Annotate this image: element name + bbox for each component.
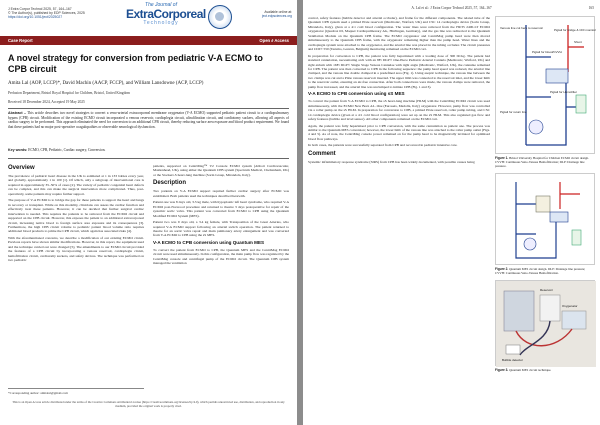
figure-3 <box>495 280 595 366</box>
figure-3-caption <box>495 368 595 372</box>
figure-3-diagram <box>496 281 596 367</box>
column-left <box>8 164 144 265</box>
caption-label: Figure 3. <box>495 368 509 372</box>
journal-url[interactable]: ject.edpsciences.org <box>261 14 292 19</box>
affiliation: Perfusion Department, Bristol Royal Hospital for Children, Bristol, United Kingdom <box>8 91 130 95</box>
pump-circle <box>529 120 543 134</box>
return-line <box>526 77 566 145</box>
column-right <box>153 164 289 268</box>
fig1-pigtail1-label: Pigtail for blood/CVVH <box>532 50 562 54</box>
oxygenator-photo <box>562 311 586 329</box>
bubble-detector <box>506 345 520 354</box>
page-2 <box>303 0 600 425</box>
comment-heading: Comment <box>308 150 336 157</box>
running-head: A. Lal et al.: J Extra Corpor Technol 2025, 57, 164–167 <box>411 6 492 10</box>
machine-frame <box>504 291 534 331</box>
article-type-bar <box>0 36 297 45</box>
journal-header <box>8 7 128 20</box>
fig1-pigtail3-label: Pigtail for Hemofilter <box>550 90 578 94</box>
figure-1 <box>495 16 595 154</box>
reservoir-box <box>536 196 550 212</box>
figure-2-diagram <box>496 174 596 266</box>
keywords <box>8 148 289 153</box>
paragraph: control, safety features (bubble detector and arterial occluder), and frame for the different components. The related tube of the Quantum CPB system used a primed Pixie reservoir (Medtronic, Watford, UK) and CSC 14 cardioplegia device (Sorin Group, Mirandola, Italy), given at a 4:1 cold blood configuration. The water lines were removed from the HU35 2400-LT ECMO oxygenator (Quadrox iD, Maquet Cardiopulmonary AG, Hirrlingen, Germany), and the gas line was redirected to the Quantum Ventilation Module on the Quantum CPB frame. The ECMO oxygenator and CentriMag pump head were then moved simultaneously to the Quantum CPB frame, with the oxygenator remaining higher than the pump head. Water lines and the cardioplegia system were attached to the oxygenator, and the arterial line was placed in the tubing occluder. The circuit pressures and CDI® 550 (Terumo, Leuven, Belgium) monitoring remained on the ECMO cart. <box>308 16 490 52</box>
caption-label: Figure 2. <box>495 267 509 271</box>
fig1-pigtail4-label: Pigtail for return line <box>500 110 527 114</box>
figure-2 <box>495 173 595 265</box>
paragraph: patients, supported on CentriMag™ V2 Console ECMO system (Abbott Cardiovascular, Maidenhead, UK), using either the Quantum CPB system (Spectrum Medical, Cheltenham, UK) or the Stockert-S heart-lung machine (Sorin Group, Mirandola, Italy). <box>153 164 289 177</box>
abstract <box>8 111 289 129</box>
paragraph: To convert the patient from ECMO to CPB, the Quantum MES and the CentriMag ECMO circuit were used simultaneously. In this configuration, the main pump flow was regulated by the CentriMag console and centrifugal pump of the ECMO circuit. The Quantum CPB system managed the ventilation <box>153 247 289 266</box>
fig1-shunt-label: Shunt <box>574 40 582 44</box>
caption-text: Quantum MES circuit design. DLP: Drainage line pressure; CVVH: Continuous Veno-Venous Hemofiltration. <box>495 267 586 275</box>
journal-logo <box>126 2 206 32</box>
figure-1-caption <box>495 156 595 168</box>
available-label: Available online at: <box>264 10 292 14</box>
column-main <box>308 16 490 166</box>
overview-heading: Overview <box>8 165 35 171</box>
figure-1-diagram <box>496 17 596 155</box>
dates: Received 18 December 2024, Accepted 19 May 2025 <box>8 100 85 104</box>
paragraph: In preparation for conversion to CPB, the patient was fully heparinised with a loading dose of 300 IU/kg. The patient had standard cannulation, necessitating arch with an 8Fr DLP® One-Piece Pediatric Arterial Cannula (Medtronic, Watford, UK) and right atrium with 16Fr DLP® Single Stage Venous Cannulae with right angle (Medtronic, Watford, UK), the cannulae remained for CPB. The patient was then converted to CPB in the following sequence: the pump head speed was reduced, the arterial line clamped, and the venous line double clamped in a predefined area (Fig. 1). Using aseptic technique, the venous line between the two clamps was cut and a Pixie venous reservoir inserted. The upper limb was connected to the reservoir inlet, and the lower limb to the reservoir outlet, ensuring an air-free connection. After both connections were made, the venous clamps were removed, the pump flow increased, and the arterial line was unclamped to initiate CPB (Fig. 1 and 3). <box>308 53 490 89</box>
keywords-label: Key words: <box>8 148 28 152</box>
oxygenator-box <box>546 69 568 83</box>
paragraph: The purpose of V-A ECMO is to bridge the gap for these patients to support the heart and lungs in recovery or transplant. While on this modality, clinicians can assess the cardiac function and effectively treat these patients. However, it can be decided that further surgical cardiac intervention is needed. This requires the patients to be removed from the ECMO circuit and supported on the CPB circuit. However, this exposes the patient to an additional extracorporeal circuit, increasing native blood to foreign surface area exposure and its consequences [3]. Furthermore, the high CPB circuit volume to pediatric patient blood volume ratio requires additional blood products to prime the CPB circuit, which again has associated risks [4]. <box>8 198 144 234</box>
paragraph: Two patients on V-A ECMO support required further cardiac surgery after ECMO was established. Both patients used the techniques described herewith. <box>153 189 289 198</box>
paragraph: Again, the patient was fully heparinised prior to CPB conversion, with the same cannulation as patient one. The process was similar to the Quantum MES conversion; however, the lower limb of the venous line was attached to the roller pump outlet (Figs. 4 and 5). As of note, the CentriMag console power remained on for the pump head to be magnetically levitated for optimised blood flow pathways. <box>308 123 490 141</box>
corresponding-author: *Corresponding author: amitalal@gmail.com <box>8 388 144 395</box>
subsection-heading: V-A ECMO to CPB conversion using sS MES <box>308 91 405 97</box>
description-heading: Description <box>153 180 187 187</box>
paragraph: To convert the patient from V-A ECMO to CPB, the sS heart-lung machine (HLM) with the CentriMag ECMO circuit was used simultaneously, with the ECMO New Born AL. One (Eurosets, Medolla, Italy) oxygenator. However, pump flow was controlled via a roller pump on the sS HLM. In preparation for conversion to CPB, a primed Pixie reservoir, roller pump tubing, and CSC 14 cardioplegia device (given at a 4:1 cold blood configuration) were set up on the sS HLM. This also regulated gas flow and safety features (bubble and level sensor). All other components remained on the ECMO cart. <box>308 99 490 122</box>
reservoir-photo <box>540 295 560 321</box>
paragraph: With the aforementioned concerns, we describe a modification of our existing ECMO circuit. Previous reports have shown similar modifications. However, in this report, the equipment used and the technique carried out were changed [5]. The amendments to our ECMO circuit provided the features of a CPB circuit by incorporating a venous reservoir, cardioplegia circuit, hemofiltration circuit, cardiotomy suckers, and safety devices. The technique was performed on two pediatric <box>8 235 144 263</box>
keywords-text: ECMO, CPB, Pediatric, Cardiac surgery, Conversion. <box>28 148 106 152</box>
open-access-badge: Open ∂ Access <box>259 38 289 43</box>
divider <box>8 108 289 109</box>
abstract-label: Abstract – <box>8 111 26 115</box>
paragraph: Patient two was 9 days old, a 3.4 kg female, with Transposition of the Great Arteries, who required V-A ECMO support following an arterial switch operation. The patient returned to theatre for an aortic valve repair and main pulmonary artery enlargement and was converted from V-A ECMO to CPB using the sS MES. <box>153 220 289 238</box>
header-line: © The Author(s), published by EDP Sciences, 2025 <box>8 11 85 16</box>
pump-circle <box>524 238 536 250</box>
header-line: J Extra Corpor Technol 2025, 57, 164–167 <box>8 7 72 11</box>
hemofilter-box <box>576 95 586 113</box>
caption-label: Figure 1. <box>495 156 509 160</box>
fig3-bubble-label: Bubble detector <box>502 358 524 362</box>
fig1-pigtail2-label: Pigtail for bridge & CDI monitoring <box>554 28 596 32</box>
paragraph: Systemic inflammatory response syndrome (SIRS) from CPB has been widely documented, with possible causes being <box>308 159 475 164</box>
oxygenator-box <box>550 212 568 222</box>
fig3-reservoir-label: Reservoir <box>540 288 553 292</box>
logo-top: The Journal of <box>145 2 177 8</box>
article-type: Case Report <box>8 38 33 43</box>
paragraph: Patient one was 8 days old, 3.3 kg male, with hypoplastic left heart syndrome, who required V-A ECMO post-Norwood procedure and returned to theatre 3 days postoperative for repair of the systemic aortic valve. This patient was converted from ECMO to CPB using the Quantum Modified ECMO System (MES). <box>153 200 289 218</box>
caption-text: Bristol University Hospital for Children ECMO circuit design. CVVH: Continuous Veno-Venous Hemofiltration; DLP: Drainage line pressure. <box>495 156 589 168</box>
fig3-oxygenator-label: Oxygenator <box>562 304 578 308</box>
society-seal-icon <box>208 5 232 29</box>
hemofilter-box <box>572 230 581 245</box>
paragraph: In both cases, the patients were successfully separated from CPB and recovered in pediatric intensive care. <box>308 143 458 148</box>
page-1 <box>0 0 297 425</box>
logo-main: ExtraCorporeal <box>126 7 206 21</box>
subsection-heading: V-A ECMO to CPB conversion using Quantum MES <box>153 239 265 245</box>
doi-link[interactable]: https://doi.org/10.1051/ject/2025027 <box>8 15 63 20</box>
page-number: 165 <box>588 6 594 10</box>
caption-text: Quantum MES circuit technique. <box>509 368 552 372</box>
license-footer: This is an Open Access article distributed under the terms of the Creative Commons Attribution License (https://creativecommons.org/licenses/by/4.0), which permits unrestricted use, distribution, and reproduction in any medium, provided the original work is properly cited. <box>12 400 285 408</box>
logo-bottom: Technology <box>143 20 179 26</box>
paragraph: The prevalence of pediatric heart disease in the UK is estimated at 1 in 133 babies every year, and globally, approximately 1 in 100 [1]. Of which, only a subgroup of interventional care is required in approximately 35–50% of cases [2]. The variety of pediatric congenital heart defects can be complex, and this can make the surgical intervention more complicated. Thus, post-operatively, some patients may require further support. <box>8 174 144 196</box>
figure-column <box>495 16 595 377</box>
fig1-venous-label: Venous line cut here to reservoir <box>500 26 544 30</box>
article-title: A novel strategy for conversion from pediatric V-A ECMO to CPB circuit <box>8 53 263 74</box>
divider <box>8 158 289 159</box>
figure-2-caption <box>495 267 595 275</box>
abstract-text: This article describes two novel strategies to convert a veno-arterial extracorporeal membrane oxygenator (V-A ECMO) supported pediatric patient circuit to a cardiopulmonary bypass (CPB) circuit. Modification of the existing ECMO circuit incorporated a venous reservoir, cardioplegia circuit, ultrafiltration circuit, and cardiotomy suckers, allowing all aspects of cardiac surgery to be performed. This approach eliminated the need for conversion to an additional CPB circuit, thereby reducing surface area exposure and blood product requirement. We found that these patients had no major post-operative coagulopathies or observable neurological dysfunction. <box>8 111 289 129</box>
authors: Amita Lal (AOP, LCCP)*, David Machin (AACP, FCCP), and William Lansdowne (ACP, LCCP) <box>8 81 204 86</box>
availability <box>236 10 292 18</box>
